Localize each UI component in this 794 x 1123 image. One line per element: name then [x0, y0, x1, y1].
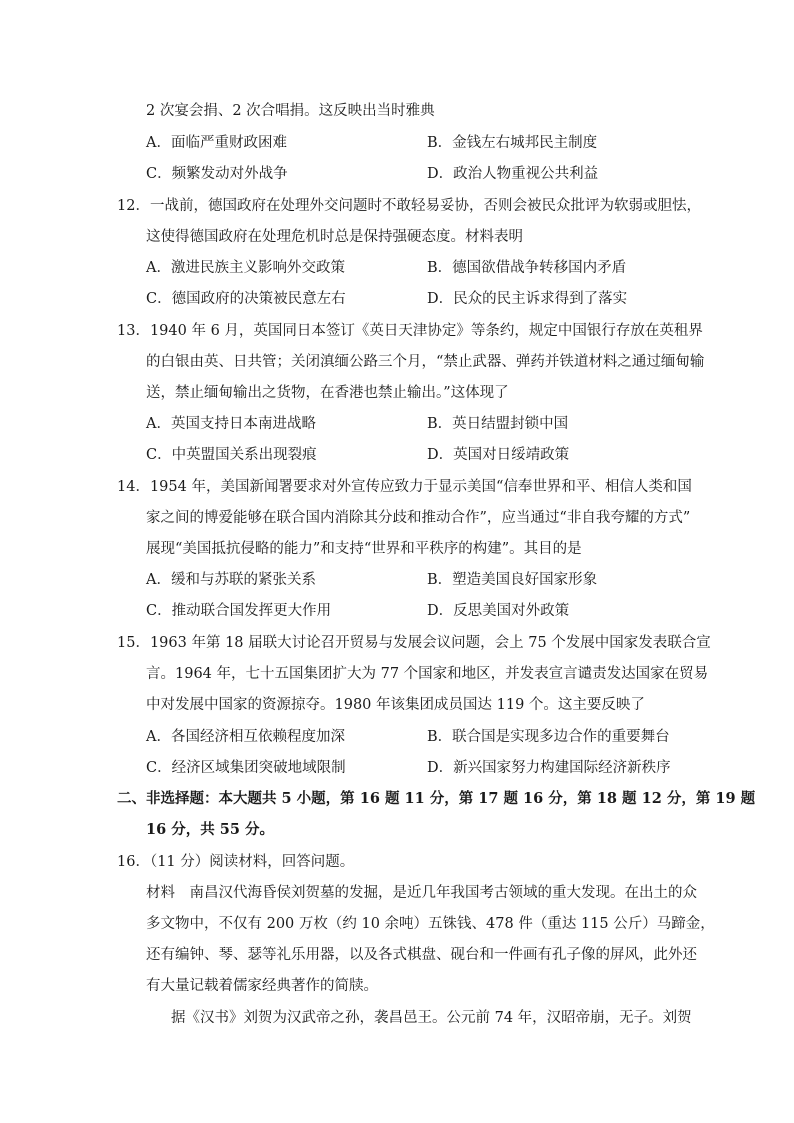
q15-option-b: B．联合国是实现多边合作的重要舞台: [427, 729, 670, 745]
question-13-line-3: 送，禁止缅甸输出之货物，在香港也禁止输出。”这体现了: [146, 385, 509, 401]
question-15-line-3: 中对发展中国家的资源掠夺。1980 年该集团成员国达 119 个。这主要反映了: [146, 697, 645, 713]
q16-material-line-3: 还有编钟、琴、瑟等礼乐用器，以及各式棋盘、砚台和一件画有孔子像的屏风，此外还: [146, 947, 697, 963]
section-heading-line-1: 二、非选择题：本大题共 5 小题，第 16 题 11 分，第 17 题 16 分，第 18 题 12 分，第 19 题: [117, 790, 756, 807]
q14-option-d: D．反思美国对外政策: [427, 603, 570, 619]
q11-option-c: C．频繁发动对外战争: [146, 166, 288, 182]
q13-option-d: D．英国对日绥靖政策: [427, 447, 570, 463]
q16-material-line-2: 多文物中，不仅有 200 万枚（约 10 余吨）五铢钱、478 件（重达 115 公斤）马蹄金，: [146, 916, 715, 932]
q11-option-b: B．金钱左右城邦民主制度: [427, 135, 598, 151]
question-11-stem-end: 2 次宴会捐、2 次合唱捐。这反映出当时雅典: [146, 103, 435, 119]
q11-option-a: A．面临严重财政困难: [146, 135, 287, 151]
q12-option-c: C．德国政府的决策被民意左右: [146, 291, 346, 307]
q11-option-d: D．政治人物重视公共利益: [427, 166, 599, 182]
q12-option-d: D．民众的民主诉求得到了落实: [427, 291, 628, 307]
question-12-line-1: 12．一战前，德国政府在处理外交问题时不敢轻易妥协，否则会被民众批评为软弱或胆怯，: [117, 198, 701, 214]
q15-option-d: D．新兴国家努力构建国际经济新秩序: [427, 760, 671, 776]
q12-option-a: A．激进民族主义影响外交政策: [146, 260, 345, 276]
q13-option-a: A．英国支持日本南进战略: [146, 416, 316, 432]
section-heading-line-2: 16 分，共 55 分。: [146, 821, 275, 838]
question-14-line-2: 家之间的博爱能够在联合国内消除其分歧和推动合作”，应当通过“非自我夸耀的方式”: [146, 510, 691, 526]
q15-option-c: C．经济区域集团突破地域限制: [146, 760, 346, 776]
question-13-line-1: 13．1940 年 6 月，英国同日本签订《英日天津协定》等条约，规定中国银行存放在英租界: [117, 323, 703, 339]
q14-option-c: C．推动联合国发挥更大作用: [146, 603, 332, 619]
question-14-line-1: 14．1954 年，美国新闻署要求对外宣传应致力于显示美国“信奉世界和平、相信人类和国: [117, 479, 692, 495]
q16-material-line-5: 据《汉书》刘贺为汉武帝之孙，袭昌邑王。公元前 74 年，汉昭帝崩，无子。刘贺: [171, 1010, 692, 1026]
q14-option-b: B．塑造美国良好国家形象: [427, 572, 598, 588]
q15-option-a: A．各国经济相互依赖程度加深: [146, 729, 345, 745]
q16-material-line-1: 材料 南昌汉代海昏侯刘贺墓的发掘，是近几年我国考古领域的重大发现。在出土的众: [146, 885, 697, 901]
question-13-line-2: 的白银由英、日共管；关闭滇缅公路三个月，“禁止武器、弹药并铁道材料之通过缅甸输: [146, 354, 705, 370]
q12-option-b: B．德国欲借战争转移国内矛盾: [427, 260, 627, 276]
question-16-title: 16．（11 分）阅读材料，回答问题。: [117, 854, 355, 870]
question-12-line-2: 这使得德国政府在处理危机时总是保持强硬态度。材料表明: [146, 229, 523, 245]
question-14-line-3: 展现“美国抵抗侵略的能力”和支持“世界和平秩序的构建”。其目的是: [146, 541, 582, 557]
q14-option-a: A．缓和与苏联的紧张关系: [146, 572, 316, 588]
question-15-line-1: 15．1963 年第 18 届联大讨论召开贸易与发展会议问题，会上 75 个发展中国家发表联合宣: [117, 635, 711, 651]
question-15-line-2: 言。1964 年，七十五国集团扩大为 77 个国家和地区，并发表宣言谴责发达国家在贸易: [146, 666, 709, 682]
q13-option-b: B．英日结盟封锁中国: [427, 416, 569, 432]
q16-material-line-4: 有大量记载着儒家经典著作的简牍。: [146, 978, 378, 994]
q13-option-c: C．中英盟国关系出现裂痕: [146, 447, 317, 463]
